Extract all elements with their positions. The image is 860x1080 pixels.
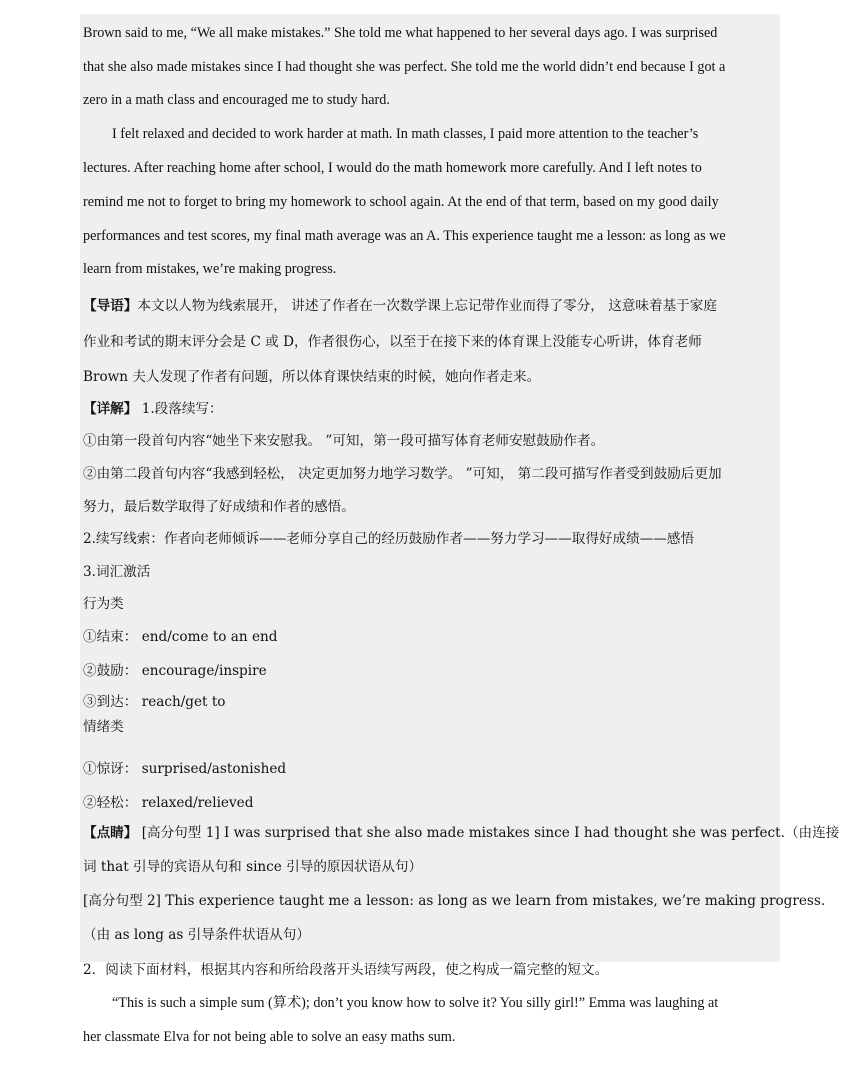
highlight-line: （由 as long as 引导条件状语从句） xyxy=(83,927,310,943)
passage-line: that she also made mistakes since I had thought she was perfect. She told me the world didn’t end because I got a xyxy=(83,59,726,75)
vocab-item: ②鼓励： encourage/inspire xyxy=(83,663,267,679)
vocab-heading: 3.词汇激活 xyxy=(83,564,151,580)
guide-line xyxy=(83,296,717,316)
detail-line: ②由第二段首句内容“我感到轻松， 决定更加努力地学习数学。 ”可知， 第二段可描写作者受到鼓励后更加 xyxy=(83,466,722,482)
highlight-line: 词 that 引导的宾语从句和 since 引导的原因状语从句） xyxy=(83,859,423,875)
detail-tag: 【详解】 xyxy=(83,401,138,417)
guide-text: 本文以人物为线索展开， 讲述了作者在一次数学课上忘记带作业而得了零分， 这意味着基于家庭 xyxy=(137,298,717,314)
vocab-category: 情绪类 xyxy=(83,719,124,735)
guide-line: 作业和考试的期末评分会是 C 或 D，作者很伤心，以至于在接下来的体育课上没能专心听讲，体育老师 xyxy=(83,334,702,350)
vocab-item: ②轻松： relaxed/relieved xyxy=(83,795,254,811)
detail-line: ①由第一段首句内容“她坐下来安慰我。 ”可知，第一段可描写体育老师安慰鼓励作者。 xyxy=(83,433,605,449)
highlight-text: [高分句型 1] I was surprised that she also made mistakes since I had thought she was perfect.（由连接 xyxy=(137,825,840,841)
highlight-tag: 【点睛】 xyxy=(83,825,138,841)
passage-line: remind me not to forget to bring my homework to school again. At the end of that term, based on my good daily xyxy=(83,194,719,210)
guide-line: Brown 夫人发现了作者有问题，所以体育课快结束的时候，她向作者走来。 xyxy=(83,369,541,385)
clue-line: 2.续写线索：作者向老师倾诉——老师分享自己的经历鼓励作者——努力学习——取得好成绩——感悟 xyxy=(83,531,695,547)
question-prompt: 2．阅读下面材料，根据其内容和所给段落开头语续写两段，使之构成一篇完整的短文。 xyxy=(83,962,609,978)
passage-line: lectures. After reaching home after school, I would do the math homework more carefully. And I left notes to xyxy=(83,160,702,176)
question-passage-line: “This is such a simple sum (算术); don’t you know how to solve it? You silly girl!” Emma was laughing at xyxy=(112,995,719,1011)
passage-line: I felt relaxed and decided to work harder at math. In math classes, I paid more attention to the teacher’s xyxy=(112,126,699,142)
vocab-item: ③到达： reach/get to xyxy=(83,694,226,710)
highlight-line: [高分句型 2] This experience taught me a lesson: as long as we learn from mistakes, we’re making progress. xyxy=(83,893,826,909)
passage-line: learn from mistakes, we’re making progress. xyxy=(83,261,337,277)
question-passage-line: her classmate Elva for not being able to solve an easy maths sum. xyxy=(83,1029,456,1045)
passage-line: Brown said to me, “We all make mistakes.” She told me what happened to her several days ago. I was surprised xyxy=(83,25,718,41)
vocab-item: ①结束： end/come to an end xyxy=(83,629,278,645)
vocab-item: ①惊讶： surprised/astonished xyxy=(83,761,287,777)
detail-line: 努力，最后数学取得了好成绩和作者的感悟。 xyxy=(83,499,355,515)
highlight-line xyxy=(83,823,839,843)
passage-line: zero in a math class and encouraged me to study hard. xyxy=(83,92,390,108)
vocab-category: 行为类 xyxy=(83,596,124,612)
guide-tag: 【导语】 xyxy=(83,298,138,314)
answer-shaded-block xyxy=(80,14,780,962)
detail-text: 1.段落续写： xyxy=(137,401,223,417)
detail-line xyxy=(83,399,223,419)
passage-line: performances and test scores, my final math average was an A. This experience taught me a lesson: as long as we xyxy=(83,228,726,244)
